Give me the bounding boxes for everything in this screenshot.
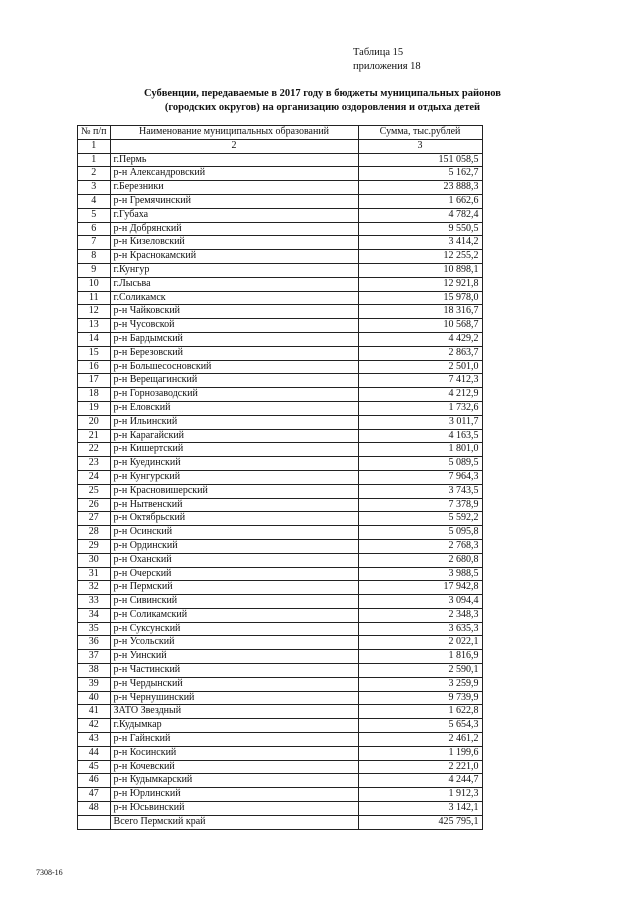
- row-number: 28: [78, 526, 111, 540]
- table-row: [78, 608, 483, 622]
- municipality-name: р-н Куединский: [110, 457, 358, 471]
- table-row: [78, 443, 483, 457]
- table-row: [78, 346, 483, 360]
- row-number: 48: [78, 802, 111, 816]
- subsidy-amount: 2 501,0: [358, 360, 482, 374]
- subsidy-amount: 17 942,8: [358, 581, 482, 595]
- municipality-name: р-н Юсьвинский: [110, 802, 358, 816]
- row-number: 25: [78, 484, 111, 498]
- row-number: 5: [78, 208, 111, 222]
- subsidy-amount: 15 978,0: [358, 291, 482, 305]
- row-number: 30: [78, 553, 111, 567]
- municipality-name: р-н Карагайский: [110, 429, 358, 443]
- table-row: [78, 719, 483, 733]
- municipality-name: г.Березники: [110, 181, 358, 195]
- municipality-name: р-н Чусовской: [110, 319, 358, 333]
- row-number: 15: [78, 346, 111, 360]
- table-row: [78, 153, 483, 167]
- subsidy-amount: 2 461,2: [358, 733, 482, 747]
- municipality-name: р-н Уинский: [110, 650, 358, 664]
- subsidy-amount: 18 316,7: [358, 305, 482, 319]
- subsidy-amount: 2 768,3: [358, 539, 482, 553]
- municipality-name: р-н Кудымкарский: [110, 774, 358, 788]
- subsidy-amount: 4 212,9: [358, 388, 482, 402]
- subsidy-amount: 2 863,7: [358, 346, 482, 360]
- total-row: [78, 815, 483, 829]
- table-row: [78, 208, 483, 222]
- table-row: [78, 457, 483, 471]
- row-number: 32: [78, 581, 111, 595]
- table-row: [78, 388, 483, 402]
- row-number: 11: [78, 291, 111, 305]
- municipality-name: р-н Березовский: [110, 346, 358, 360]
- row-number: 4: [78, 194, 111, 208]
- table-row: [78, 277, 483, 291]
- subsidy-amount: 9 739,9: [358, 691, 482, 705]
- municipality-name: р-н Косинский: [110, 746, 358, 760]
- municipality-name: р-н Кизеловский: [110, 236, 358, 250]
- subsidy-amount: 12 921,8: [358, 277, 482, 291]
- subsidy-amount: 5 089,5: [358, 457, 482, 471]
- subsidy-amount: 3 988,5: [358, 567, 482, 581]
- table-row: [78, 553, 483, 567]
- table-row: [78, 222, 483, 236]
- municipality-name: р-н Ильинский: [110, 415, 358, 429]
- row-number: 35: [78, 622, 111, 636]
- row-number: 7: [78, 236, 111, 250]
- row-number: 41: [78, 705, 111, 719]
- row-number: 1: [78, 153, 111, 167]
- row-number: 39: [78, 677, 111, 691]
- table-row: [78, 512, 483, 526]
- header-name: Наименование муниципальных образований: [110, 126, 358, 140]
- municipality-name: р-н Соликамский: [110, 608, 358, 622]
- table-row: [78, 263, 483, 277]
- municipality-name: р-н Чердынский: [110, 677, 358, 691]
- municipality-name: р-н Кишертский: [110, 443, 358, 457]
- municipality-name: р-н Еловский: [110, 401, 358, 415]
- municipality-name: р-н Александровский: [110, 167, 358, 181]
- municipality-name: р-н Кочевский: [110, 760, 358, 774]
- subsidy-amount: 4 429,2: [358, 332, 482, 346]
- table-body: [78, 153, 483, 815]
- municipality-name: р-н Большесосновский: [110, 360, 358, 374]
- row-number: 43: [78, 733, 111, 747]
- table-row: [78, 705, 483, 719]
- caption-appendix: приложения 18: [353, 61, 421, 72]
- table-row: [78, 567, 483, 581]
- subsidy-amount: 9 550,5: [358, 222, 482, 236]
- municipality-name: р-н Горнозаводский: [110, 388, 358, 402]
- row-number: 21: [78, 429, 111, 443]
- table-row: [78, 636, 483, 650]
- subsidy-amount: 12 255,2: [358, 250, 482, 264]
- subsidy-amount: 1 662,6: [358, 194, 482, 208]
- table-row: [78, 691, 483, 705]
- total-sum: 425 795,1: [358, 815, 482, 829]
- subsidy-amount: 5 095,8: [358, 526, 482, 540]
- row-number: 18: [78, 388, 111, 402]
- row-number: 40: [78, 691, 111, 705]
- municipality-name: р-н Ординский: [110, 539, 358, 553]
- table-row: [78, 622, 483, 636]
- row-number: 36: [78, 636, 111, 650]
- table-row: [78, 360, 483, 374]
- municipality-name: г.Губаха: [110, 208, 358, 222]
- subsidy-amount: 4 244,7: [358, 774, 482, 788]
- caption-table-number: Таблица 15: [353, 47, 404, 58]
- subsidy-amount: 2 221,0: [358, 760, 482, 774]
- total-number-cell: [78, 815, 111, 829]
- subsidy-amount: 4 163,5: [358, 429, 482, 443]
- row-number: 26: [78, 498, 111, 512]
- municipality-name: г.Лысьва: [110, 277, 358, 291]
- header-number: № п/п: [78, 126, 111, 140]
- subsidy-amount: 1 816,9: [358, 650, 482, 664]
- subsidy-amount: 4 782,4: [358, 208, 482, 222]
- column-index: 3: [358, 139, 482, 153]
- subsidy-amount: 2 348,3: [358, 608, 482, 622]
- row-number: 34: [78, 608, 111, 622]
- municipality-name: р-н Гайнский: [110, 733, 358, 747]
- municipality-name: р-н Пермский: [110, 581, 358, 595]
- row-number: 46: [78, 774, 111, 788]
- row-number: 9: [78, 263, 111, 277]
- municipality-name: р-н Суксунский: [110, 622, 358, 636]
- row-number: 29: [78, 539, 111, 553]
- subsidy-amount: 23 888,3: [358, 181, 482, 195]
- table-row: [78, 539, 483, 553]
- row-number: 31: [78, 567, 111, 581]
- row-number: 14: [78, 332, 111, 346]
- subsidy-amount: 1 801,0: [358, 443, 482, 457]
- table-row: [78, 332, 483, 346]
- header-sum: Сумма, тыс.рублей: [358, 126, 482, 140]
- municipality-name: р-н Нытвенский: [110, 498, 358, 512]
- table-row: [78, 167, 483, 181]
- municipality-name: р-н Краснокамский: [110, 250, 358, 264]
- table-row: [78, 677, 483, 691]
- row-number: 45: [78, 760, 111, 774]
- municipality-name: р-н Чернушинский: [110, 691, 358, 705]
- row-number: 23: [78, 457, 111, 471]
- row-number: 38: [78, 664, 111, 678]
- subsidy-amount: 3 743,5: [358, 484, 482, 498]
- table-row: [78, 595, 483, 609]
- table-row: [78, 664, 483, 678]
- municipality-name: г.Кунгур: [110, 263, 358, 277]
- subsidy-amount: 1 622,8: [358, 705, 482, 719]
- subsidy-amount: 3 011,7: [358, 415, 482, 429]
- table-row: [78, 498, 483, 512]
- row-number: 42: [78, 719, 111, 733]
- municipality-name: р-н Октябрьский: [110, 512, 358, 526]
- table-row: [78, 746, 483, 760]
- row-number: 3: [78, 181, 111, 195]
- table-row: [78, 429, 483, 443]
- subsidy-amount: 3 414,2: [358, 236, 482, 250]
- subsidy-amount: 5 592,2: [358, 512, 482, 526]
- subsidy-amount: 3 094,4: [358, 595, 482, 609]
- municipality-name: р-н Частинский: [110, 664, 358, 678]
- subsidy-amount: 7 412,3: [358, 374, 482, 388]
- table-header-row: [78, 126, 483, 140]
- municipality-name: р-н Оханский: [110, 553, 358, 567]
- subsidy-amount: 7 964,3: [358, 470, 482, 484]
- subsidy-amount: 3 142,1: [358, 802, 482, 816]
- total-label: Всего Пермский край: [110, 815, 358, 829]
- municipality-name: р-н Усольский: [110, 636, 358, 650]
- subsidy-amount: 5 654,3: [358, 719, 482, 733]
- municipality-name: р-н Верещагинский: [110, 374, 358, 388]
- subsidy-amount: 10 898,1: [358, 263, 482, 277]
- row-number: 2: [78, 167, 111, 181]
- subsidy-amount: 7 378,9: [358, 498, 482, 512]
- row-number: 13: [78, 319, 111, 333]
- municipality-name: г.Пермь: [110, 153, 358, 167]
- table-row: [78, 250, 483, 264]
- municipality-name: г.Кудымкар: [110, 719, 358, 733]
- municipality-name: р-н Юрлинский: [110, 788, 358, 802]
- table-row: [78, 401, 483, 415]
- row-number: 17: [78, 374, 111, 388]
- municipality-name: р-н Очерский: [110, 567, 358, 581]
- table-row: [78, 374, 483, 388]
- row-number: 20: [78, 415, 111, 429]
- row-number: 37: [78, 650, 111, 664]
- table-row: [78, 291, 483, 305]
- municipality-name: р-н Осинский: [110, 526, 358, 540]
- table-row: [78, 470, 483, 484]
- subsidy-amount: 10 568,7: [358, 319, 482, 333]
- table-row: [78, 788, 483, 802]
- table-row: [78, 194, 483, 208]
- subsidy-amount: 1 732,6: [358, 401, 482, 415]
- municipality-name: р-н Красновишерский: [110, 484, 358, 498]
- table-row: [78, 415, 483, 429]
- subsidy-amount: 1 912,3: [358, 788, 482, 802]
- table-caption: [353, 46, 421, 74]
- row-number: 24: [78, 470, 111, 484]
- row-number: 33: [78, 595, 111, 609]
- subsidy-amount: 1 199,6: [358, 746, 482, 760]
- municipality-name: ЗАТО Звездный: [110, 705, 358, 719]
- table-row: [78, 760, 483, 774]
- row-number: 12: [78, 305, 111, 319]
- table-row: [78, 650, 483, 664]
- title-line-1: Субвенции, передаваемые в 2017 году в бюджеты муниципальных районов: [144, 88, 501, 99]
- row-number: 8: [78, 250, 111, 264]
- row-number: 27: [78, 512, 111, 526]
- row-number: 6: [78, 222, 111, 236]
- subsidy-amount: 2 022,1: [358, 636, 482, 650]
- column-index: 2: [110, 139, 358, 153]
- municipality-name: р-н Сивинский: [110, 595, 358, 609]
- table-row: [78, 181, 483, 195]
- column-index: 1: [78, 139, 111, 153]
- municipality-name: р-н Кунгурский: [110, 470, 358, 484]
- subsidy-amount: 5 162,7: [358, 167, 482, 181]
- subsidy-amount: 3 635,3: [358, 622, 482, 636]
- title-line-2: (городских округов) на организацию оздоровления и отдыха детей: [164, 102, 481, 113]
- table-row: [78, 802, 483, 816]
- row-number: 16: [78, 360, 111, 374]
- subsidy-amount: 151 058,5: [358, 153, 482, 167]
- document-code: 7308-16: [36, 868, 63, 877]
- table-row: [78, 305, 483, 319]
- document-title: [60, 87, 585, 115]
- municipality-name: р-н Гремячинский: [110, 194, 358, 208]
- table-row: [78, 236, 483, 250]
- municipality-name: р-н Добрянский: [110, 222, 358, 236]
- municipality-name: г.Соликамск: [110, 291, 358, 305]
- table-row: [78, 733, 483, 747]
- row-number: 47: [78, 788, 111, 802]
- row-number: 22: [78, 443, 111, 457]
- table-row: [78, 319, 483, 333]
- subsidy-amount: 3 259,9: [358, 677, 482, 691]
- municipality-name: р-н Бардымский: [110, 332, 358, 346]
- municipality-name: р-н Чайковский: [110, 305, 358, 319]
- column-index-row: [78, 139, 483, 153]
- row-number: 19: [78, 401, 111, 415]
- table-row: [78, 484, 483, 498]
- table-row: [78, 774, 483, 788]
- subsidies-table: [77, 125, 483, 830]
- row-number: 10: [78, 277, 111, 291]
- subsidy-amount: 2 680,8: [358, 553, 482, 567]
- row-number: 44: [78, 746, 111, 760]
- subsidy-amount: 2 590,1: [358, 664, 482, 678]
- table-row: [78, 526, 483, 540]
- table-row: [78, 581, 483, 595]
